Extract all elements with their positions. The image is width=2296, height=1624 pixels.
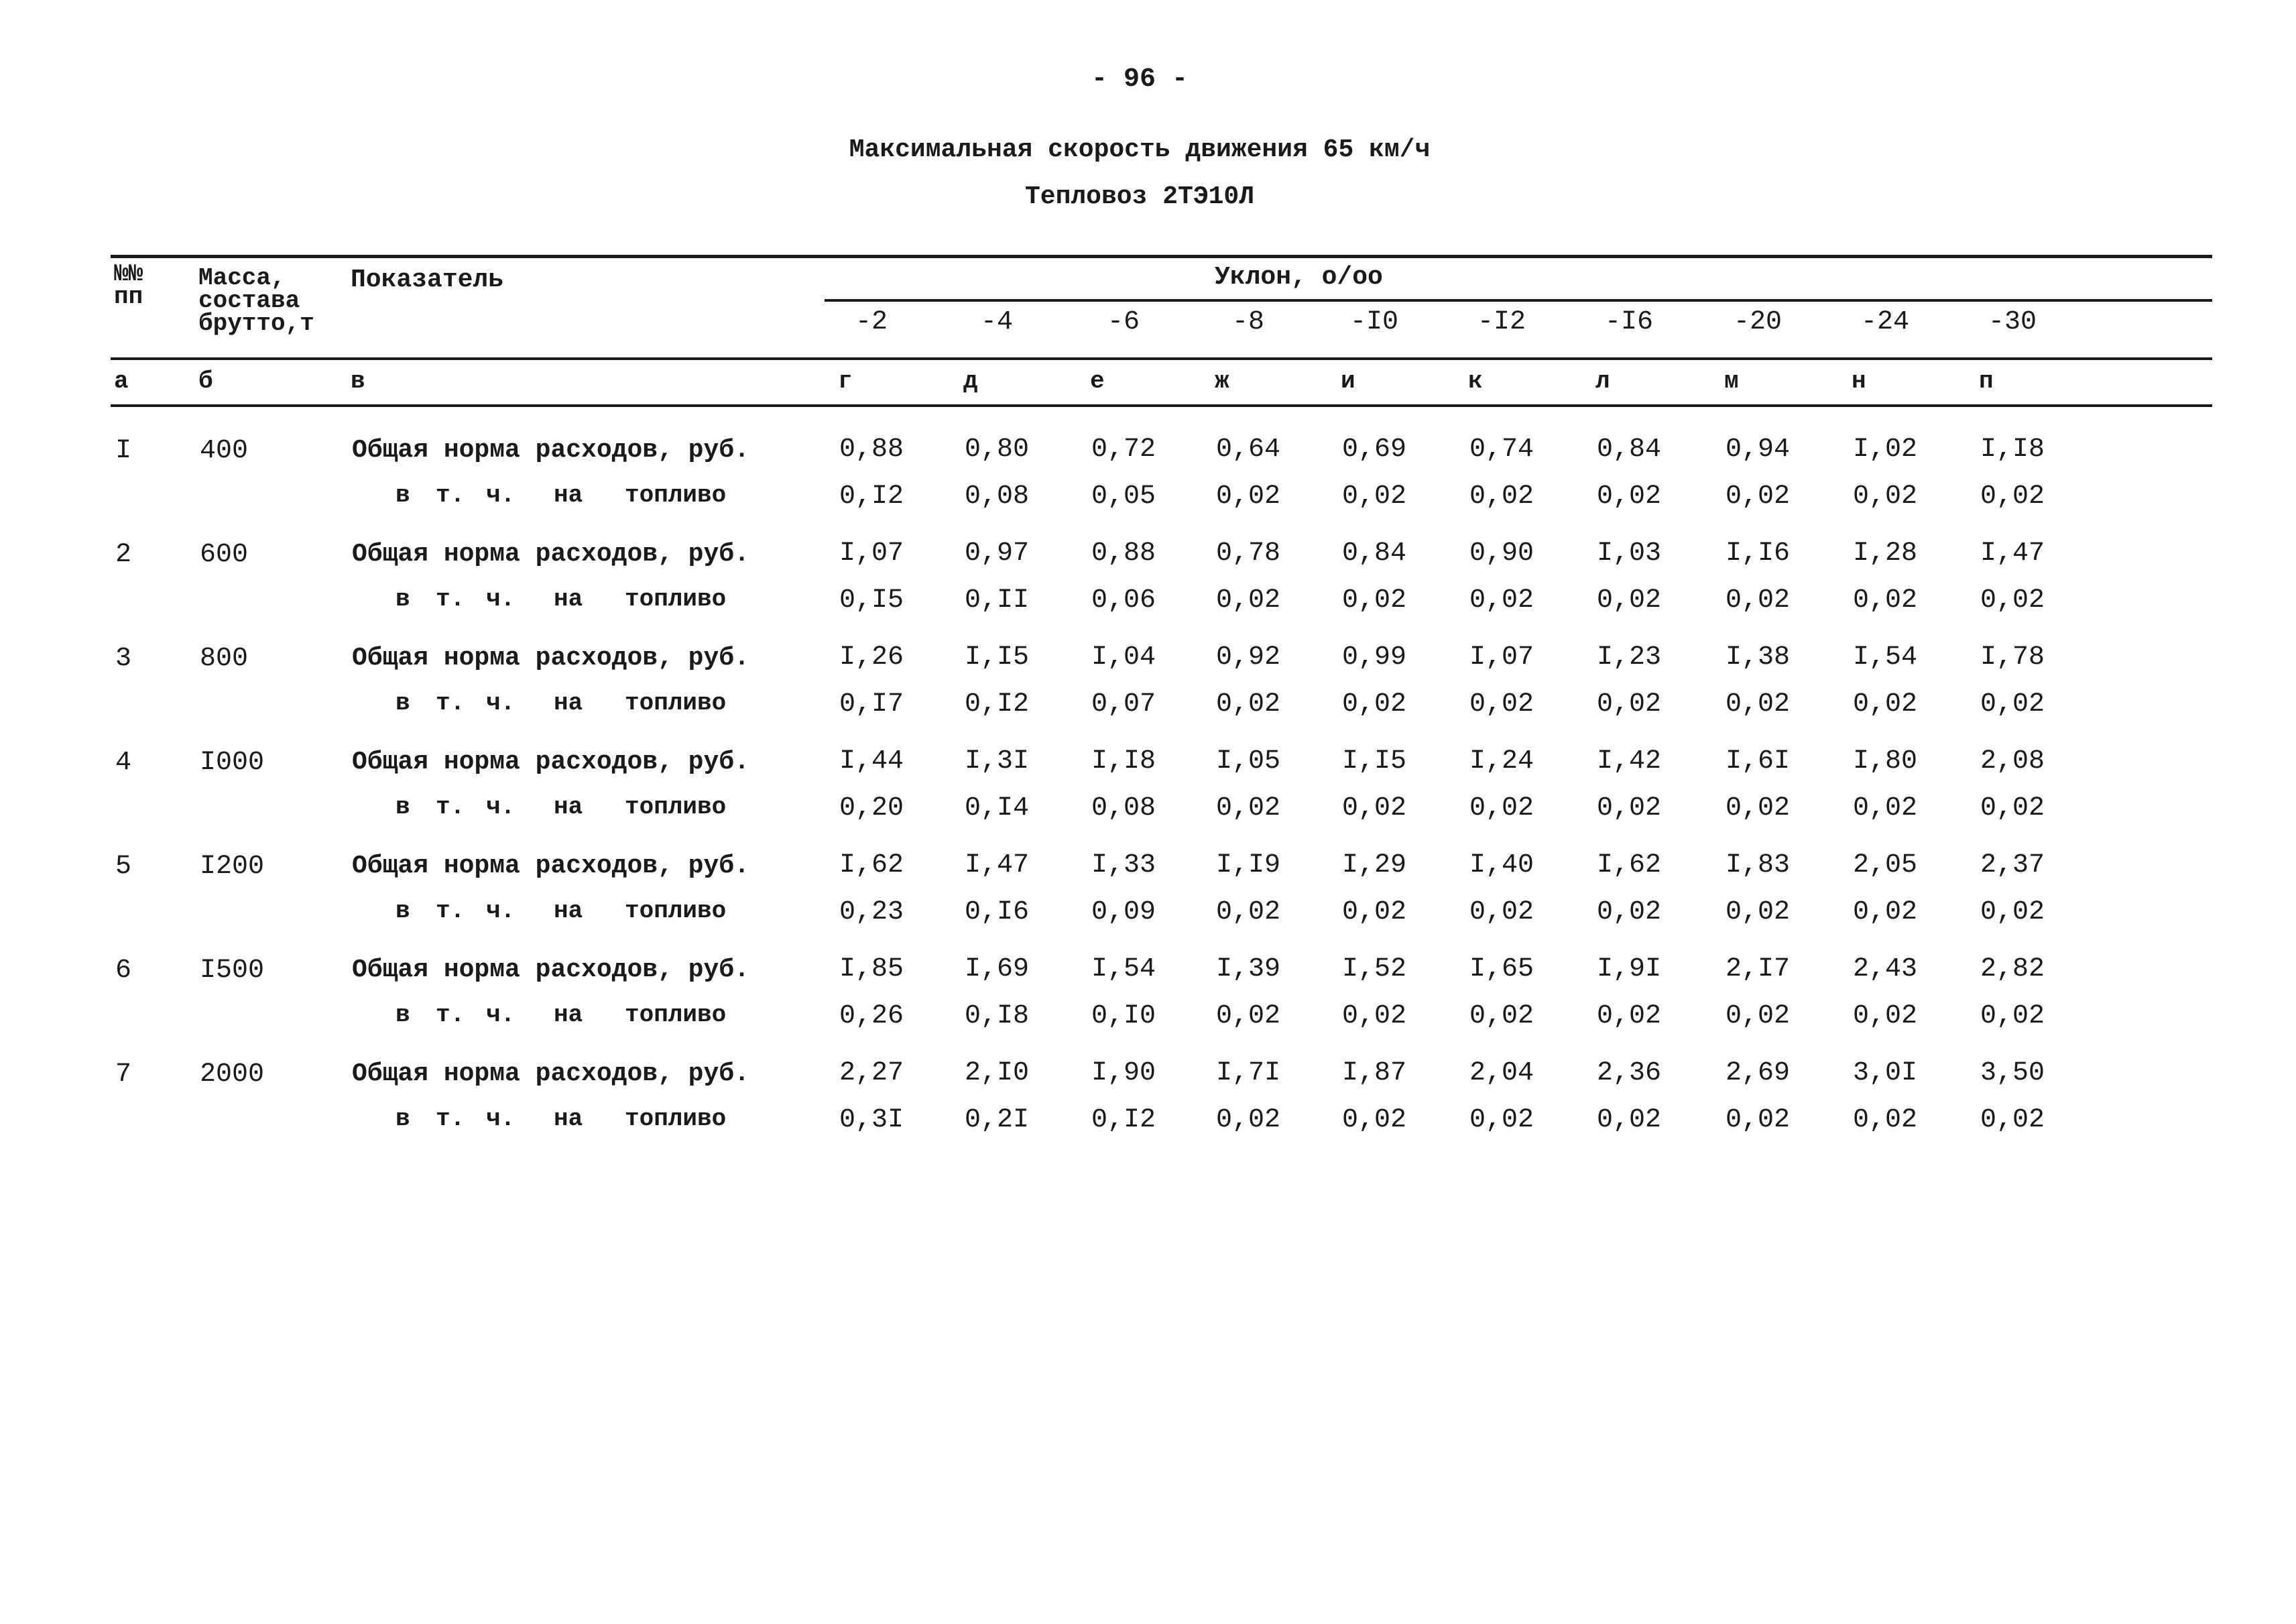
fuel-label-word: в (396, 793, 410, 821)
fuel-cost-cell: 0,02 (1980, 1105, 2045, 1135)
row-mass: I500 (200, 955, 265, 986)
fuel-label-word: ч. (486, 689, 516, 717)
page-number: - 96 - (1091, 64, 1189, 95)
total-cost-cell: I,7I (1215, 1058, 1280, 1088)
fuel-cost-cell: 0,I5 (839, 585, 904, 616)
fuel-cost-cell: 0,02 (1341, 897, 1406, 927)
total-cost-cell: I,42 (1596, 746, 1661, 776)
fuel-cost-cell: 0,02 (1341, 1105, 1406, 1135)
total-cost-cell: 2,69 (1725, 1058, 1790, 1088)
row-label-total: Общая норма расходов, руб. (352, 436, 749, 465)
header-slope-9: -24 (1860, 307, 1909, 337)
fuel-cost-cell: 0,02 (1596, 1001, 1661, 1031)
fuel-label-word: на (554, 689, 583, 717)
row-label-total: Общая норма расходов, руб. (352, 955, 749, 984)
row-number: 5 (115, 852, 132, 882)
total-cost-cell: I,I5 (1341, 746, 1406, 776)
fuel-cost-cell: 0,02 (1980, 481, 2045, 512)
fuel-label-word: ч. (486, 1105, 516, 1133)
fuel-cost-cell: 0,II (964, 585, 1029, 616)
letter-col-8: и (1341, 367, 1355, 395)
row-number: 2 (115, 540, 132, 570)
fuel-cost-cell: 0,02 (1215, 689, 1280, 719)
fuel-label-word: ч. (486, 897, 516, 925)
fuel-cost-cell: 0,02 (1596, 793, 1661, 823)
letter-col-11: м (1724, 367, 1739, 395)
total-cost-cell: 0,69 (1341, 434, 1406, 465)
total-cost-cell: 0,97 (964, 538, 1029, 569)
fuel-cost-cell: 0,02 (1469, 1105, 1534, 1135)
fuel-label-word: т. (436, 689, 465, 717)
total-cost-cell: I,I9 (1215, 850, 1280, 880)
total-cost-cell: I,39 (1215, 954, 1280, 984)
fuel-label-word: на (554, 585, 583, 613)
row-label-total: Общая норма расходов, руб. (352, 852, 749, 880)
fuel-cost-cell: 0,02 (1341, 793, 1406, 823)
fuel-label-word: топливо (625, 481, 727, 509)
row-mass: 400 (200, 436, 249, 466)
row-number: 3 (115, 644, 132, 674)
fuel-label-word: т. (436, 585, 465, 613)
header-slope-5: -I0 (1349, 307, 1398, 337)
header-slope-group: Уклон, о/оо (1215, 263, 1383, 292)
fuel-cost-cell: 0,07 (1091, 689, 1156, 719)
fuel-cost-cell: 0,08 (964, 481, 1029, 512)
slope-group-rule (825, 299, 2212, 302)
total-cost-cell: I,47 (1980, 538, 2045, 569)
fuel-cost-cell: 0,02 (1215, 897, 1280, 927)
total-cost-cell: 0,88 (839, 434, 904, 465)
fuel-label-word: на (554, 481, 583, 509)
total-cost-cell: I,I6 (1725, 538, 1790, 569)
fuel-label-word: топливо (625, 1105, 727, 1133)
fuel-label-word: в (396, 585, 410, 613)
total-cost-cell: I,40 (1469, 850, 1534, 880)
total-cost-cell: I,05 (1215, 746, 1280, 776)
total-cost-cell: I,54 (1852, 642, 1917, 673)
total-cost-cell: I,02 (1852, 434, 1917, 465)
total-cost-cell: 2,I7 (1725, 954, 1790, 984)
row-number: 7 (115, 1059, 132, 1090)
letter-col-b: б (198, 367, 213, 395)
total-cost-cell: I,04 (1091, 642, 1156, 673)
letter-col-10: л (1595, 367, 1610, 395)
row-label-total: Общая норма расходов, руб. (352, 1059, 749, 1088)
fuel-cost-cell: 0,02 (1215, 481, 1280, 512)
header-slope-8: -20 (1733, 307, 1782, 337)
letter-col-c: в (351, 367, 365, 395)
total-cost-cell: 0,78 (1215, 538, 1280, 569)
header-slope-10: -30 (1988, 307, 2037, 337)
total-cost-cell: I,85 (839, 954, 904, 984)
fuel-label-word: на (554, 897, 583, 925)
fuel-cost-cell: 0,02 (1215, 1105, 1280, 1135)
letter-col-4: г (838, 367, 853, 395)
header-bottom-rule (111, 357, 2212, 360)
fuel-label-word: в (396, 689, 410, 717)
fuel-cost-cell: 0,02 (1469, 1001, 1534, 1031)
total-cost-cell: I,I5 (964, 642, 1029, 673)
fuel-label-word: т. (436, 1001, 465, 1029)
fuel-cost-cell: 0,20 (839, 793, 904, 823)
row-number: I (115, 436, 132, 466)
row-label-total: Общая норма расходов, руб. (352, 644, 749, 673)
total-cost-cell: 0,84 (1341, 538, 1406, 569)
total-cost-cell: 2,04 (1469, 1058, 1534, 1088)
header-slope-7: -I6 (1604, 307, 1653, 337)
row-label-total: Общая норма расходов, руб. (352, 748, 749, 776)
total-cost-cell: 3,50 (1980, 1058, 2045, 1088)
fuel-cost-cell: 0,02 (1725, 793, 1790, 823)
header-indicator: Показатель (351, 266, 504, 294)
fuel-label-word: топливо (625, 689, 727, 717)
fuel-cost-cell: 0,02 (1980, 793, 2045, 823)
fuel-label-word: в (396, 481, 410, 509)
row-mass: 2000 (200, 1059, 265, 1090)
fuel-cost-cell: 0,02 (1725, 481, 1790, 512)
fuel-cost-cell: 0,26 (839, 1001, 904, 1031)
fuel-cost-cell: 0,I0 (1091, 1001, 1156, 1031)
fuel-cost-cell: 0,I2 (964, 689, 1029, 719)
letter-col-6: е (1090, 367, 1105, 395)
letter-col-13: п (1979, 367, 1994, 395)
fuel-cost-cell: 0,02 (1596, 689, 1661, 719)
total-cost-cell: 2,05 (1852, 850, 1917, 880)
fuel-cost-cell: 0,I2 (1091, 1105, 1156, 1135)
fuel-cost-cell: 0,02 (1469, 585, 1534, 616)
total-cost-cell: 2,27 (839, 1058, 904, 1088)
header-slope-3: -6 (1107, 307, 1140, 337)
row-number: 4 (115, 748, 132, 778)
fuel-cost-cell: 0,02 (1469, 793, 1534, 823)
total-cost-cell: 0,94 (1725, 434, 1790, 465)
total-cost-cell: I,52 (1341, 954, 1406, 984)
total-cost-cell: I,23 (1596, 642, 1661, 673)
total-cost-cell: I,6I (1725, 746, 1790, 776)
fuel-cost-cell: 0,02 (1596, 481, 1661, 512)
row-number: 6 (115, 955, 132, 986)
fuel-cost-cell: 0,02 (1215, 585, 1280, 616)
letter-col-a: а (114, 367, 129, 395)
fuel-cost-cell: 0,02 (1596, 897, 1661, 927)
letter-col-7: ж (1215, 367, 1229, 395)
total-cost-cell: 0,74 (1469, 434, 1534, 465)
total-cost-cell: I,62 (839, 850, 904, 880)
total-cost-cell: 0,72 (1091, 434, 1156, 465)
total-cost-cell: I,9I (1596, 954, 1661, 984)
total-cost-cell: I,87 (1341, 1058, 1406, 1088)
fuel-cost-cell: 0,02 (1341, 585, 1406, 616)
total-cost-cell: I,38 (1725, 642, 1790, 673)
header-row-number: №№ пп (114, 260, 143, 310)
header-slope-2: -4 (980, 307, 1013, 337)
fuel-cost-cell: 0,02 (1341, 1001, 1406, 1031)
fuel-label-word: т. (436, 481, 465, 509)
total-cost-cell: 3,0I (1852, 1058, 1917, 1088)
header-mass: Масса, состава брутто,т (198, 264, 314, 337)
fuel-cost-cell: 0,02 (1215, 793, 1280, 823)
total-cost-cell: I,I8 (1091, 746, 1156, 776)
fuel-label-word: ч. (486, 793, 516, 821)
fuel-cost-cell: 0,02 (1596, 1105, 1661, 1135)
fuel-cost-cell: 0,02 (1596, 585, 1661, 616)
total-cost-cell: I,90 (1091, 1058, 1156, 1088)
total-cost-cell: 0,80 (964, 434, 1029, 465)
total-cost-cell: 2,08 (1980, 746, 2045, 776)
fuel-cost-cell: 0,02 (1980, 1001, 2045, 1031)
letter-col-9: к (1468, 367, 1483, 395)
letters-bottom-rule (111, 404, 2212, 407)
fuel-cost-cell: 0,02 (1469, 897, 1534, 927)
locomotive-subtitle: Тепловоз 2ТЭ10Л (1024, 182, 1255, 211)
fuel-cost-cell: 0,I2 (839, 481, 904, 512)
total-cost-cell: 0,88 (1091, 538, 1156, 569)
fuel-cost-cell: 0,05 (1091, 481, 1156, 512)
row-mass: 600 (200, 540, 249, 570)
total-cost-cell: 2,37 (1980, 850, 2045, 880)
fuel-label-word: на (554, 793, 583, 821)
fuel-cost-cell: 0,02 (1852, 1001, 1917, 1031)
fuel-cost-cell: 0,02 (1725, 1105, 1790, 1135)
total-cost-cell: I,69 (964, 954, 1029, 984)
total-cost-cell: I,26 (839, 642, 904, 673)
fuel-cost-cell: 0,02 (1341, 689, 1406, 719)
header-slope-6: -I2 (1477, 307, 1526, 337)
fuel-label-word: топливо (625, 793, 727, 821)
fuel-cost-cell: 0,I4 (964, 793, 1029, 823)
total-cost-cell: I,07 (1469, 642, 1534, 673)
fuel-label-word: ч. (486, 585, 516, 613)
total-cost-cell: I,03 (1596, 538, 1661, 569)
total-cost-cell: 2,82 (1980, 954, 2045, 984)
table-top-rule (111, 255, 2212, 258)
header-slope-4: -8 (1231, 307, 1264, 337)
fuel-label-word: топливо (625, 1001, 727, 1029)
fuel-cost-cell: 0,23 (839, 897, 904, 927)
fuel-cost-cell: 0,02 (1852, 793, 1917, 823)
fuel-cost-cell: 0,02 (1852, 897, 1917, 927)
fuel-cost-cell: 0,02 (1725, 585, 1790, 616)
fuel-cost-cell: 0,02 (1725, 689, 1790, 719)
fuel-cost-cell: 0,02 (1341, 481, 1406, 512)
total-cost-cell: I,83 (1725, 850, 1790, 880)
total-cost-cell: I,65 (1469, 954, 1534, 984)
header-slope-1: -2 (855, 307, 888, 337)
fuel-label-word: топливо (625, 897, 727, 925)
total-cost-cell: 2,I0 (964, 1058, 1029, 1088)
total-cost-cell: I,24 (1469, 746, 1534, 776)
fuel-cost-cell: 0,02 (1725, 1001, 1790, 1031)
total-cost-cell: I,28 (1852, 538, 1917, 569)
fuel-cost-cell: 0,02 (1215, 1001, 1280, 1031)
total-cost-cell: I,33 (1091, 850, 1156, 880)
total-cost-cell: 0,90 (1469, 538, 1534, 569)
fuel-label-word: в (396, 1001, 410, 1029)
fuel-cost-cell: 0,02 (1852, 689, 1917, 719)
letter-col-5: д (963, 367, 978, 395)
total-cost-cell: I,78 (1980, 642, 2045, 673)
total-cost-cell: I,I8 (1980, 434, 2045, 465)
total-cost-cell: 0,64 (1215, 434, 1280, 465)
total-cost-cell: I,62 (1596, 850, 1661, 880)
total-cost-cell: I,80 (1852, 746, 1917, 776)
total-cost-cell: I,07 (839, 538, 904, 569)
total-cost-cell: 2,43 (1852, 954, 1917, 984)
fuel-label-word: в (396, 1105, 410, 1133)
fuel-label-word: в (396, 897, 410, 925)
row-mass: I000 (200, 748, 265, 778)
total-cost-cell: I,54 (1091, 954, 1156, 984)
fuel-label-word: ч. (486, 481, 516, 509)
fuel-cost-cell: 0,02 (1980, 897, 2045, 927)
fuel-cost-cell: 0,I8 (964, 1001, 1029, 1031)
fuel-cost-cell: 0,02 (1725, 897, 1790, 927)
fuel-label-word: т. (436, 793, 465, 821)
fuel-cost-cell: 0,08 (1091, 793, 1156, 823)
fuel-cost-cell: 0,3I (839, 1105, 904, 1135)
fuel-cost-cell: 0,02 (1852, 1105, 1917, 1135)
total-cost-cell: I,44 (839, 746, 904, 776)
fuel-cost-cell: 0,I6 (964, 897, 1029, 927)
fuel-cost-cell: 0,02 (1469, 481, 1534, 512)
fuel-label-word: на (554, 1105, 583, 1133)
fuel-label-word: на (554, 1001, 583, 1029)
fuel-cost-cell: 0,02 (1852, 585, 1917, 616)
fuel-cost-cell: 0,09 (1091, 897, 1156, 927)
row-mass: 800 (200, 644, 249, 674)
document-title: Максимальная скорость движения 65 км/ч (849, 135, 1431, 164)
total-cost-cell: I,3I (964, 746, 1029, 776)
fuel-cost-cell: 0,2I (964, 1105, 1029, 1135)
total-cost-cell: 0,84 (1596, 434, 1661, 465)
fuel-label-word: т. (436, 1105, 465, 1133)
total-cost-cell: I,47 (964, 850, 1029, 880)
total-cost-cell: I,29 (1341, 850, 1406, 880)
fuel-cost-cell: 0,02 (1980, 689, 2045, 719)
fuel-cost-cell: 0,02 (1469, 689, 1534, 719)
fuel-cost-cell: 0,02 (1980, 585, 2045, 616)
fuel-cost-cell: 0,06 (1091, 585, 1156, 616)
fuel-cost-cell: 0,02 (1852, 481, 1917, 512)
fuel-label-word: т. (436, 897, 465, 925)
row-label-total: Общая норма расходов, руб. (352, 540, 749, 569)
row-mass: I200 (200, 852, 265, 882)
total-cost-cell: 0,99 (1341, 642, 1406, 673)
fuel-cost-cell: 0,I7 (839, 689, 904, 719)
fuel-label-word: топливо (625, 585, 727, 613)
letter-col-12: н (1852, 367, 1866, 395)
total-cost-cell: 0,92 (1215, 642, 1280, 673)
total-cost-cell: 2,36 (1596, 1058, 1661, 1088)
fuel-label-word: ч. (486, 1001, 516, 1029)
